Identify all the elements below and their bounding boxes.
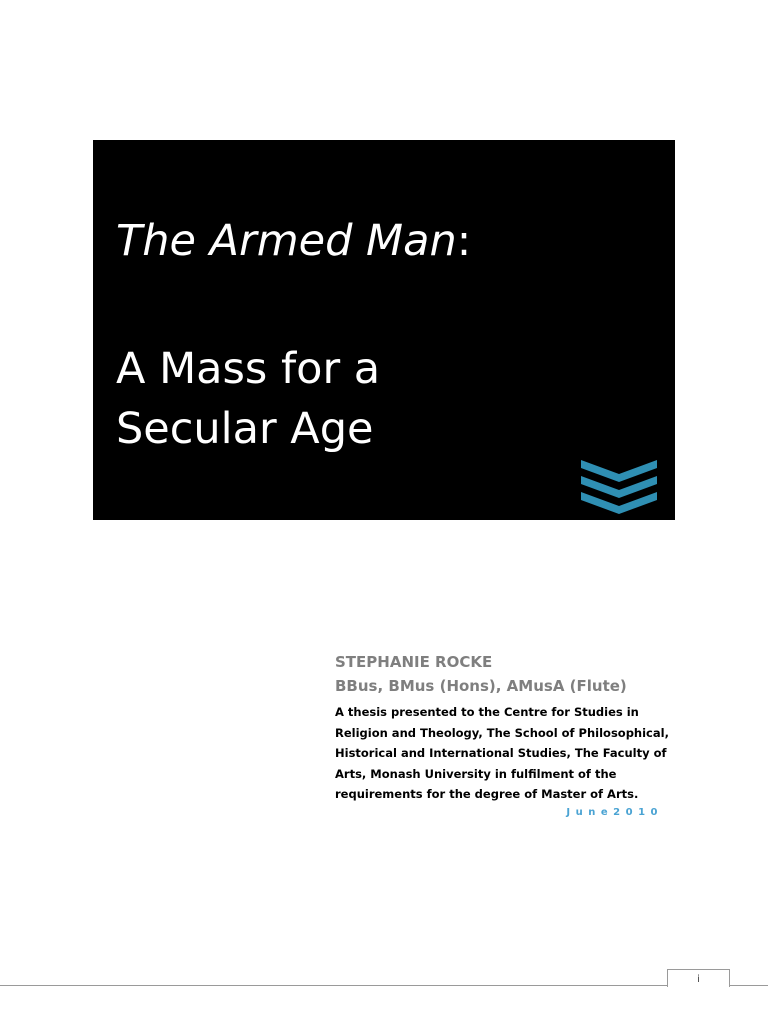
cover-title-italic: The Armed Man [116,216,457,266]
page-number: i [697,974,700,985]
thesis-statement-line: requirements for the degree of Master of Arts. [335,787,639,801]
author-name: STEPHANIE ROCKE [335,653,493,671]
page-number-box [667,969,730,987]
thesis-statement-line: Arts, Monash University in fulfilment of the [335,766,617,781]
cover-subtitle-line-1: A Mass for a [116,344,381,394]
cover-title-block [93,140,675,520]
cover-title [116,216,472,266]
thesis-statement-line: A thesis presented to the Centre for Studies in [335,705,639,719]
cover-title-colon: : [456,216,472,266]
cover-subtitle-line-2: Secular Age [116,404,374,454]
footer-divider [0,985,768,986]
author-degrees: BBus, BMus (Hons), AMusA (Flute) [335,677,627,695]
submission-date: June2010 [566,807,663,818]
thesis-statement-line: Religion and Theology, The School of Philosophical, [335,725,669,740]
triple-chevron-down-icon [581,456,657,514]
thesis-statement-line: Historical and International Studies, The Faculty of [335,746,667,760]
author-block [335,651,669,805]
